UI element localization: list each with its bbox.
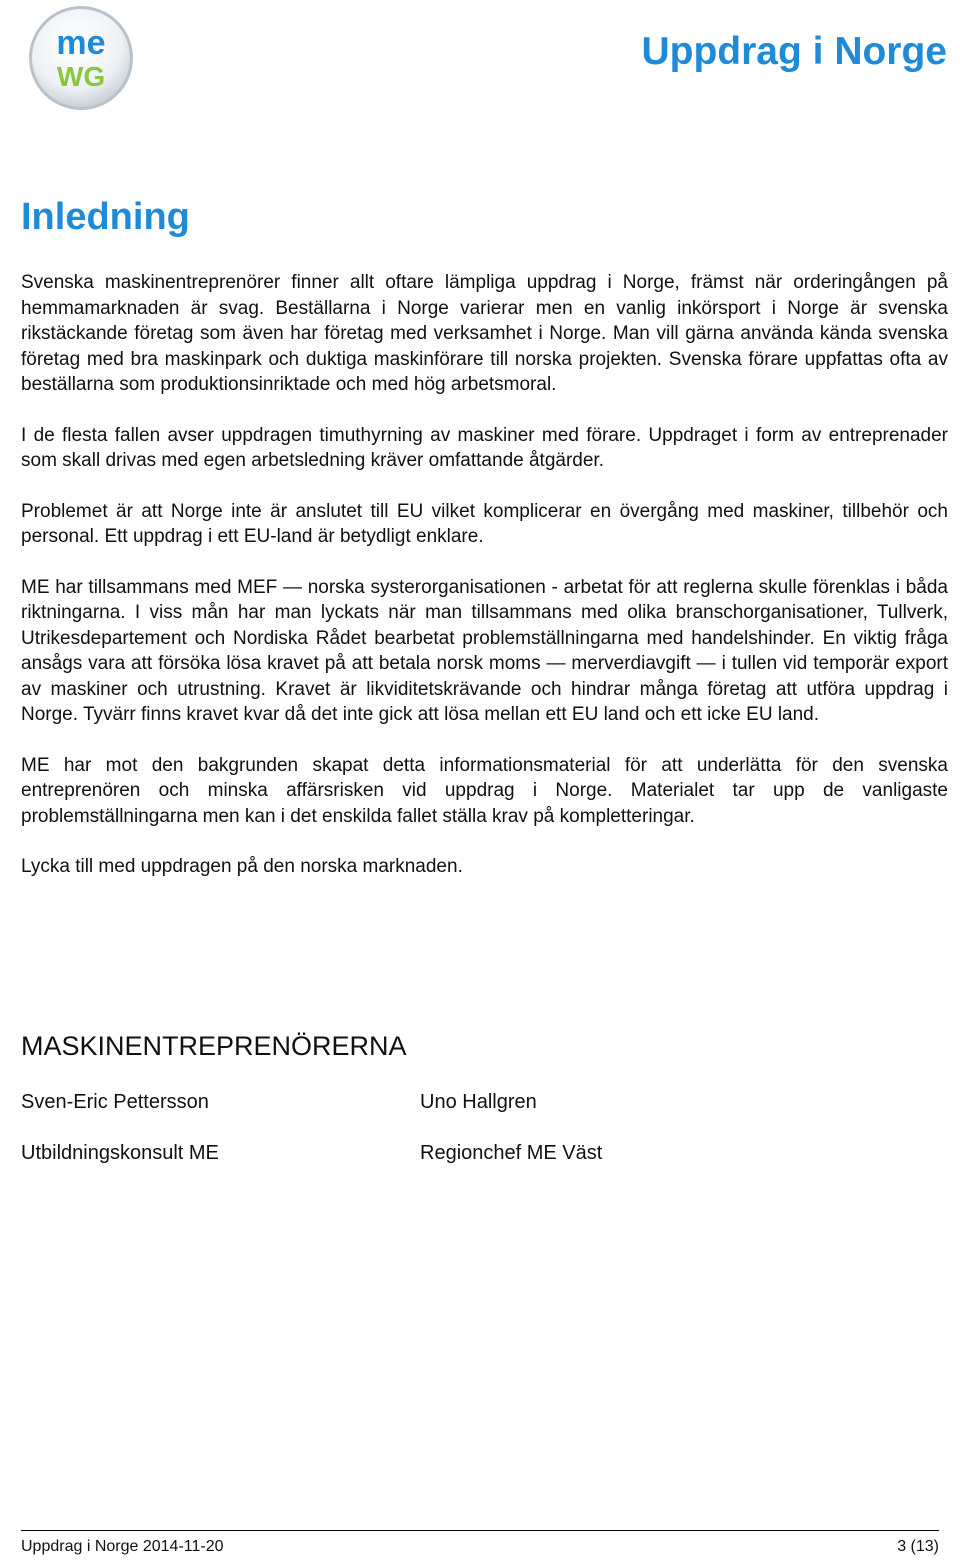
paragraph-1: Svenska maskinentreprenörer finner allt oftare lämpliga uppdrag i Norge, främst när orderingången på hemmamarknaden är svag. Beställarna i Norge varierar men en vanlig inkörsport i Norge är svenska rikstäckande företag som även har företag med verksamhet i Norge. Man vill gärna använda kända svenska företag med bra maskinpark och duktiga maskinförare till norska projekten. Svenska förare uppfattas ofta av beställarna som produktionsinriktade och med hög arbetsmoral. [21, 272, 948, 395]
footer-document-info: Uppdrag i Norge 2014-11-20 [21, 1538, 224, 1555]
paragraph-5: ME har mot den bakgrunden skapat detta informationsmaterial för att underlätta för den svenska entreprenören och minska affärsrisken vid uppdrag i Norge. Materialet tar upp de vanligaste problemställningarna men kan i det enskilda fallet ställa krav på kompletteringar. [21, 754, 948, 827]
logo-top-text: me [56, 24, 106, 62]
body-text [21, 270, 948, 905]
footer-divider [21, 1530, 939, 1531]
paragraph-2: I de flesta fallen avser uppdragen timuthyrning av maskiner med förare. Uppdraget i form av entreprenader som skall drivas med egen arbetsledning kräver omfattande åtgärder. [21, 424, 948, 471]
signer-name: Uno Hallgren [420, 1091, 537, 1113]
paragraph-3: Problemet är att Norge inte är anslutet till EU vilket komplicerar en övergång med maskiner, tillbehör och personal. Ett uppdrag i ett EU-land är betydligt enklare. [21, 500, 948, 547]
signer-role: Regionchef ME Väst [420, 1142, 603, 1164]
signature-organization: MASKINENTREPRENÖRERNA [21, 1031, 407, 1061]
document-title: Uppdrag i Norge [641, 30, 947, 73]
paragraph-6: Lycka till med uppdragen på den norska marknaden. [21, 856, 463, 877]
section-heading: Inledning [21, 196, 190, 238]
signer-name: Sven-Eric Pettersson [21, 1091, 209, 1113]
footer-page-number: 3 (13) [897, 1538, 939, 1555]
signer-role: Utbildningskonsult ME [21, 1142, 219, 1164]
me-wg-logo [26, 4, 136, 112]
logo-bottom-text: WG [56, 61, 106, 92]
paragraph-4: ME har tillsammans med MEF — norska systerorganisationen - arbetat för att reglerna skulle förenklas i båda riktningarna. I viss mån har man lyckats när man tillsammans med olika branschorganisationer, Tullverk, Utrikesdepartement och Nordiska Rådet bearbetat problemställningarna med handelshinder. En viktig fråga ansågs vara att försöka lösa kravet på att betala norsk moms — merverdiavgift — i tullen vid temporär export av maskiner och utrustning. Kravet är likviditetskrävande och hindrar många företag att utföra uppdrag i Norge. Tyvärr finns kravet kvar då det inte gick att lösa mellan ett EU land och ett icke EU land. [21, 576, 948, 725]
